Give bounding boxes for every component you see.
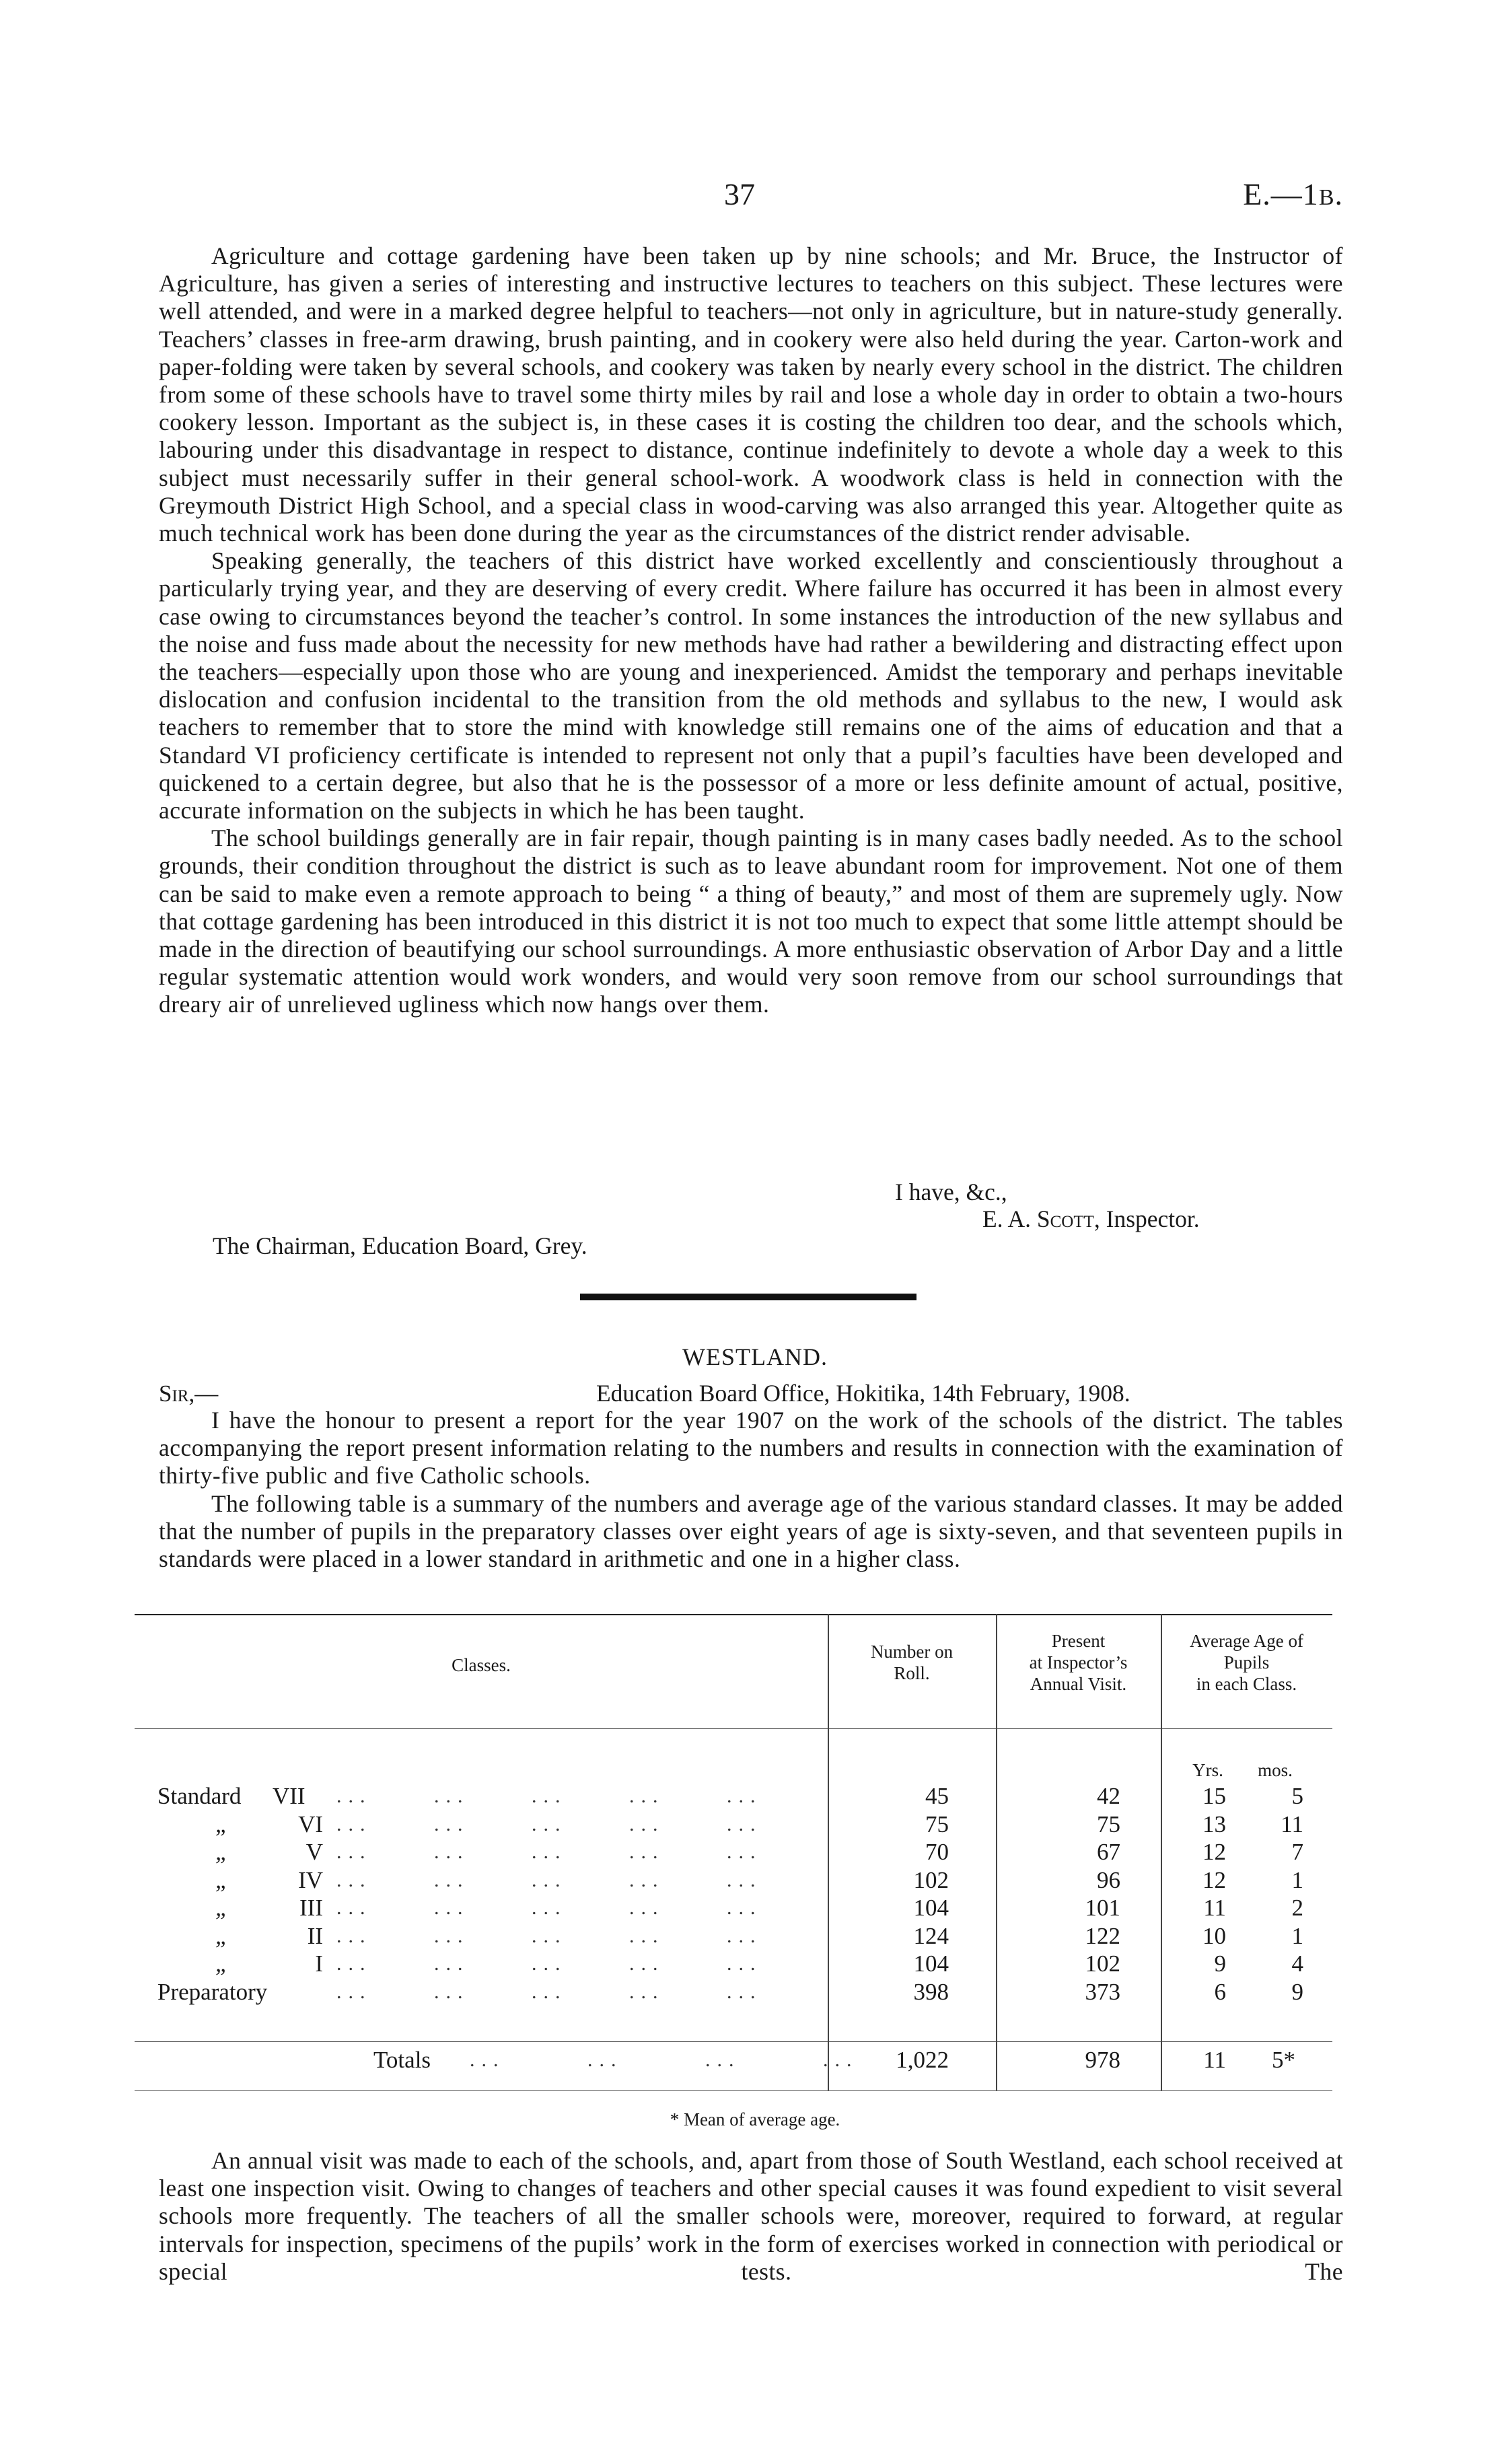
section-divider: [580, 1294, 916, 1300]
column-header-classes: Classes.: [452, 1655, 511, 1675]
row-ditto-mark: „: [215, 1950, 229, 1977]
row-standard: V: [305, 1839, 323, 1865]
unit-years: Yrs.: [1192, 1760, 1223, 1780]
page-header: [159, 176, 1343, 217]
row-standard: I: [315, 1950, 323, 1977]
row-ditto-mark: „: [215, 1922, 229, 1949]
cell-age-months: 11: [1281, 1810, 1303, 1837]
cell-present: 101: [1085, 1895, 1120, 1921]
row-ditto-mark: „: [215, 1810, 229, 1837]
cell-age-years: 6: [1214, 1978, 1226, 2005]
cell-age-years: 15: [1202, 1783, 1226, 1809]
row-standard: IV: [298, 1866, 323, 1893]
cell-roll: 398: [913, 1978, 949, 2005]
cell-present: 96: [1097, 1866, 1120, 1893]
cell-present: 373: [1085, 1978, 1120, 2005]
paragraph-report-intro: I have the honour to present a report for the year 1907 on the work of the schools of the district. The tables accompanying the report present information relating to the numbers and results in connection with the examination of thirty-five public and five Catholic schools.: [159, 1407, 1343, 1489]
table-footnote: * Mean of average age.: [670, 2109, 840, 2129]
row-leader-dots: ... ... ... ... ...: [336, 1924, 762, 1947]
cell-age-months: 2: [1291, 1895, 1303, 1921]
cell-age-months: 1: [1291, 1866, 1303, 1893]
cell-age-years: 9: [1214, 1950, 1226, 1977]
cell-age-months: 5: [1291, 1783, 1303, 1809]
cell-age-months: 9: [1291, 1978, 1303, 2005]
totals-roll: 1,022: [896, 2047, 949, 2073]
cell-age-months: 4: [1291, 1950, 1303, 1977]
row-leader-dots: ... ... ... ... ...: [336, 1868, 762, 1891]
section-heading-westland: WESTLAND.: [682, 1343, 828, 1370]
cell-present: 67: [1097, 1839, 1120, 1865]
row-ditto-mark: „: [215, 1839, 229, 1865]
summary-table: [135, 1614, 1332, 2092]
grey-report-body: [159, 242, 1343, 1019]
column-divider: [828, 1614, 829, 2090]
cell-present: 75: [1097, 1810, 1120, 1837]
cell-age-months: 1: [1291, 1922, 1303, 1949]
row-leader-dots: ... ... ... ... ...: [336, 1785, 762, 1807]
page-number: 37: [724, 177, 755, 211]
totals-leader-dots: ... ... ... ...: [470, 2049, 859, 2071]
row-leader-dots: ... ... ... ... ...: [336, 1841, 762, 1863]
cell-roll: 104: [913, 1895, 949, 1921]
paragraph-agriculture: Agriculture and cottage gardening have been taken up by nine schools; and Mr. Bruce, the Instructor of Agriculture, has given a series of interesting and instructive lectures to teachers on this subject. These lectures were well attended, and were in a marked degree helpful to teachers—not only in agriculture, but in nature-study generally. Teachers’ classes in free-arm drawing, brush painting, and in cookery were also held during the year. Carton-work and paper-folding were taken by several schools, and cookery was taken by nearly every school in the district. The children from some of these schools have to travel some thirty miles by rail and lose a whole day in order to obtain a two-hours cookery lesson. Important as the subject is, in these cases it is costing the children too dear, and the schools which, labouring under this disadvantage in respect to distance, continue indefinitely to devote a whole day a week to this subject must necessarily suffer in their general school-work. A woodwork class is held in connection with the Greymouth District High School, and a special class in wood-carving was also arranged this year. Altogether quite as much technical work has been done during the year as the circumstances of the district render advisable.: [159, 242, 1343, 547]
row-standard: VII: [273, 1783, 305, 1809]
row-leader-dots: ... ... ... ... ...: [336, 1952, 762, 1975]
row-ditto-mark: „: [215, 1895, 229, 1921]
cell-present: 42: [1097, 1783, 1120, 1809]
column-header-average-age: Average Age of Pupils in each Class.: [1190, 1631, 1303, 1694]
dateline: Education Board Office, Hokitika, 14th February, 1908.: [596, 1380, 1130, 1407]
table-bottom-rule: [135, 2090, 1332, 2091]
westland-continuation: [159, 2147, 1343, 2286]
westland-intro: [159, 1407, 1343, 1573]
cell-present: 122: [1085, 1922, 1120, 1949]
cell-age-years: 11: [1203, 1895, 1226, 1921]
cell-roll: 102: [913, 1866, 949, 1893]
paragraph-teachers: Speaking generally, the teachers of this district have worked excellently and conscientiously throughout a particularly trying year, and they are deserving of every credit. Where failure has occurred it has been in almost every case owing to circumstances beyond the teacher’s control. In some instances the introduction of the new syllabus and the noise and fuss made about the necessity for new methods have had rather a bewildering and distracting effect upon the teachers—especially upon those who are young and inexperienced. Amidst the temporary and perhaps inevitable dislocation and confusion incidental to the transition from the old methods and syllabus to the new, I would ask teachers to remember that to store the mind with knowledge still remains one of the aims of education and that a Standard VI proficiency certificate is intended to represent not only that a pupil’s faculties have been developed and quickened to a certain degree, but also that he is the possessor of a more or less definite amount of actual, positive, accurate information on the subjects in which he has been taught.: [159, 547, 1343, 824]
row-label: Standard: [157, 1783, 242, 1809]
row-leader-dots: ... ... ... ... ...: [336, 1897, 762, 1919]
row-leader-dots: ... ... ... ... ...: [336, 1812, 762, 1835]
cell-age-years: 10: [1202, 1922, 1226, 1949]
row-standard: VI: [298, 1810, 323, 1837]
table-header-rule: [135, 1728, 1332, 1729]
cell-age-years: 13: [1202, 1810, 1226, 1837]
cell-roll: 70: [925, 1839, 949, 1865]
totals-years: 11: [1203, 2047, 1226, 2073]
column-header-present: Present at Inspector’s Annual Visit.: [1029, 1631, 1128, 1694]
cell-age-months: 7: [1291, 1839, 1303, 1865]
table-top-rule: [135, 1614, 1332, 1615]
cell-roll: 104: [913, 1950, 949, 1977]
signature: E. A. Scott, Inspector.: [982, 1205, 1200, 1232]
cell-roll: 75: [925, 1810, 949, 1837]
cell-roll: 124: [913, 1922, 949, 1949]
paragraph-table-intro: The following table is a summary of the numbers and average age of the various standard classes. It may be added that the number of pupils in the preparatory classes over eight years of age is sixty-seven, and that seventeen pupils in standards were placed in a lower standard in arithmetic and one in a higher class.: [159, 1489, 1343, 1573]
paragraph-inspection-visits: An annual visit was made to each of the schools, and, apart from those of South Westland, each school received at least one inspection visit. Owing to changes of teachers and other special causes it was found expedient to visit several schools more frequently. The teachers of all the smaller schools were, moreover, required to forward, at regular intervals for inspection, specimens of the pupils’ work in the form of exercises worked in connection with periodical or special tests. The: [159, 2147, 1343, 2285]
totals-label: Totals: [373, 2047, 431, 2073]
cell-roll: 45: [925, 1783, 949, 1809]
row-leader-dots: ... ... ... ... ...: [336, 1980, 762, 2003]
salutation: Sir,—: [159, 1380, 219, 1407]
paragraph-buildings: The school buildings generally are in fair repair, though painting is in many cases badly needed. As to the school grounds, their condition throughout the district is such as to leave abundant room for improvement. Not one of them can be said to make even a remote approach to being “ a thing of beauty,” and most of them are supremely ugly. Now that cottage gardening has been introduced in this district it is not too much to expect that some little attempt should be made in the direction of beautifying our school surroundings. A more enthusiastic observation of Arbor Day and a little regular systematic attention would work wonders, and would very soon remove from our school surroundings that dreary air of unrelieved ugliness which now hangs over them.: [159, 824, 1343, 1018]
cell-present: 102: [1085, 1950, 1120, 1977]
addressee: The Chairman, Education Board, Grey.: [213, 1232, 587, 1259]
row-ditto-mark: „: [215, 1866, 229, 1893]
document-reference: E.—1B.: [1243, 177, 1343, 211]
cell-age-years: 12: [1202, 1839, 1226, 1865]
cell-age-years: 12: [1202, 1866, 1226, 1893]
unit-months: mos.: [1258, 1760, 1293, 1780]
closing-phrase: I have, &c.,: [895, 1178, 1007, 1205]
column-header-roll: Number on Roll.: [870, 1642, 954, 1683]
totals-present: 978: [1085, 2047, 1120, 2073]
totals-months: 5*: [1272, 2047, 1295, 2073]
table-totals-rule: [135, 2041, 1332, 2042]
row-standard: III: [299, 1895, 323, 1921]
row-label: Preparatory: [157, 1978, 268, 2005]
row-standard: II: [307, 1922, 323, 1949]
